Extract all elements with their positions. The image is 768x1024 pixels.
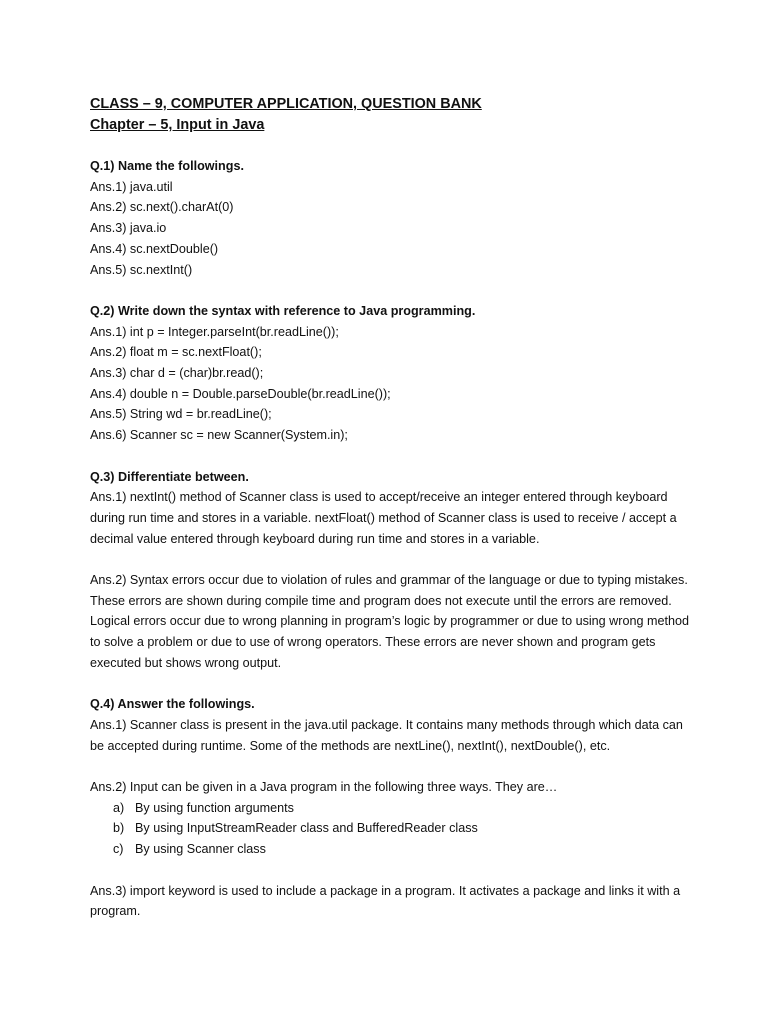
q1-answer-3: Ans.3) java.io [90,221,167,236]
spacer [90,756,690,777]
spacer [90,280,690,301]
spacer [90,446,690,467]
q1-answer-2: Ans.2) sc.next().charAt(0) [90,200,234,215]
spacer [90,860,690,881]
list-item [90,798,690,819]
spacer [90,136,690,156]
q4-answer-3: Ans.3) import keyword is used to include a package in a program. It activates a package and links it with a program. [90,883,681,919]
question-4-heading: Q.4) Answer the followings. [90,697,255,712]
q2-answer-4: Ans.4) double n = Double.parseDouble(br.readLine()); [90,386,391,401]
list-item-text: By using Scanner class [135,842,266,857]
list-marker: b) [113,821,125,836]
q2-answer-1: Ans.1) int p = Integer.parseInt(br.readLine()); [90,324,339,339]
chapter-title: Chapter – 5, Input in Java [90,117,265,133]
q3-answer-2: Ans.2) Syntax errors occur due to violation of rules and grammar of the language or due to typing mistakes. These errors are shown during compile time and program does not execute until the errors are removed. Logical errors occur due to wrong planning in program’s logic by programmer or due to using wrong method to solve a problem or due to use of wrong operators. These errors are never shown and program gets executed but shows wrong output. [90,573,689,670]
list-marker: c) [113,842,124,857]
q1-answer-1: Ans.1) java.util [90,179,173,194]
q1-answer-4: Ans.4) sc.nextDouble() [90,241,219,256]
q3-answer-1: Ans.1) nextInt() method of Scanner class is used to accept/receive an integer entered through keyboard during run time and stores in a variable. nextFloat() method of Scanner class is used to receive / accept a decimal value entered through keyboard during run time and stores in a variable. [90,490,677,546]
list-item [90,839,690,860]
list-item-text: By using function arguments [135,800,294,815]
document-title: CLASS – 9, COMPUTER APPLICATION, QUESTION BANK [90,96,482,112]
question-1-heading: Q.1) Name the followings. [90,159,244,173]
input-methods-list [90,798,690,860]
document-page [90,94,690,922]
q1-answer-5: Ans.5) sc.nextInt() [90,262,193,277]
q2-answer-2: Ans.2) float m = sc.nextFloat(); [90,345,262,360]
list-marker: a) [113,800,125,815]
q2-answer-3: Ans.3) char d = (char)br.read(); [90,366,264,381]
q2-answer-6: Ans.6) Scanner sc = new Scanner(System.in); [90,428,348,443]
list-item [90,818,690,839]
question-2-heading: Q.2) Write down the syntax with reference to Java programming. [90,303,476,318]
spacer [90,674,690,695]
question-3-heading: Q.3) Differentiate between. [90,469,249,484]
q4-answer-2-intro: Ans.2) Input can be given in a Java program in the following three ways. They are… [90,780,558,795]
list-item-text: By using InputStreamReader class and BufferedReader class [135,821,478,836]
q2-answer-5: Ans.5) String wd = br.readLine(); [90,407,272,422]
spacer [90,549,690,570]
q4-answer-1: Ans.1) Scanner class is present in the java.util package. It contains many methods through which data can be accepted during runtime. Some of the methods are nextLine(), nextInt(), nextDouble(), etc. [90,717,683,753]
